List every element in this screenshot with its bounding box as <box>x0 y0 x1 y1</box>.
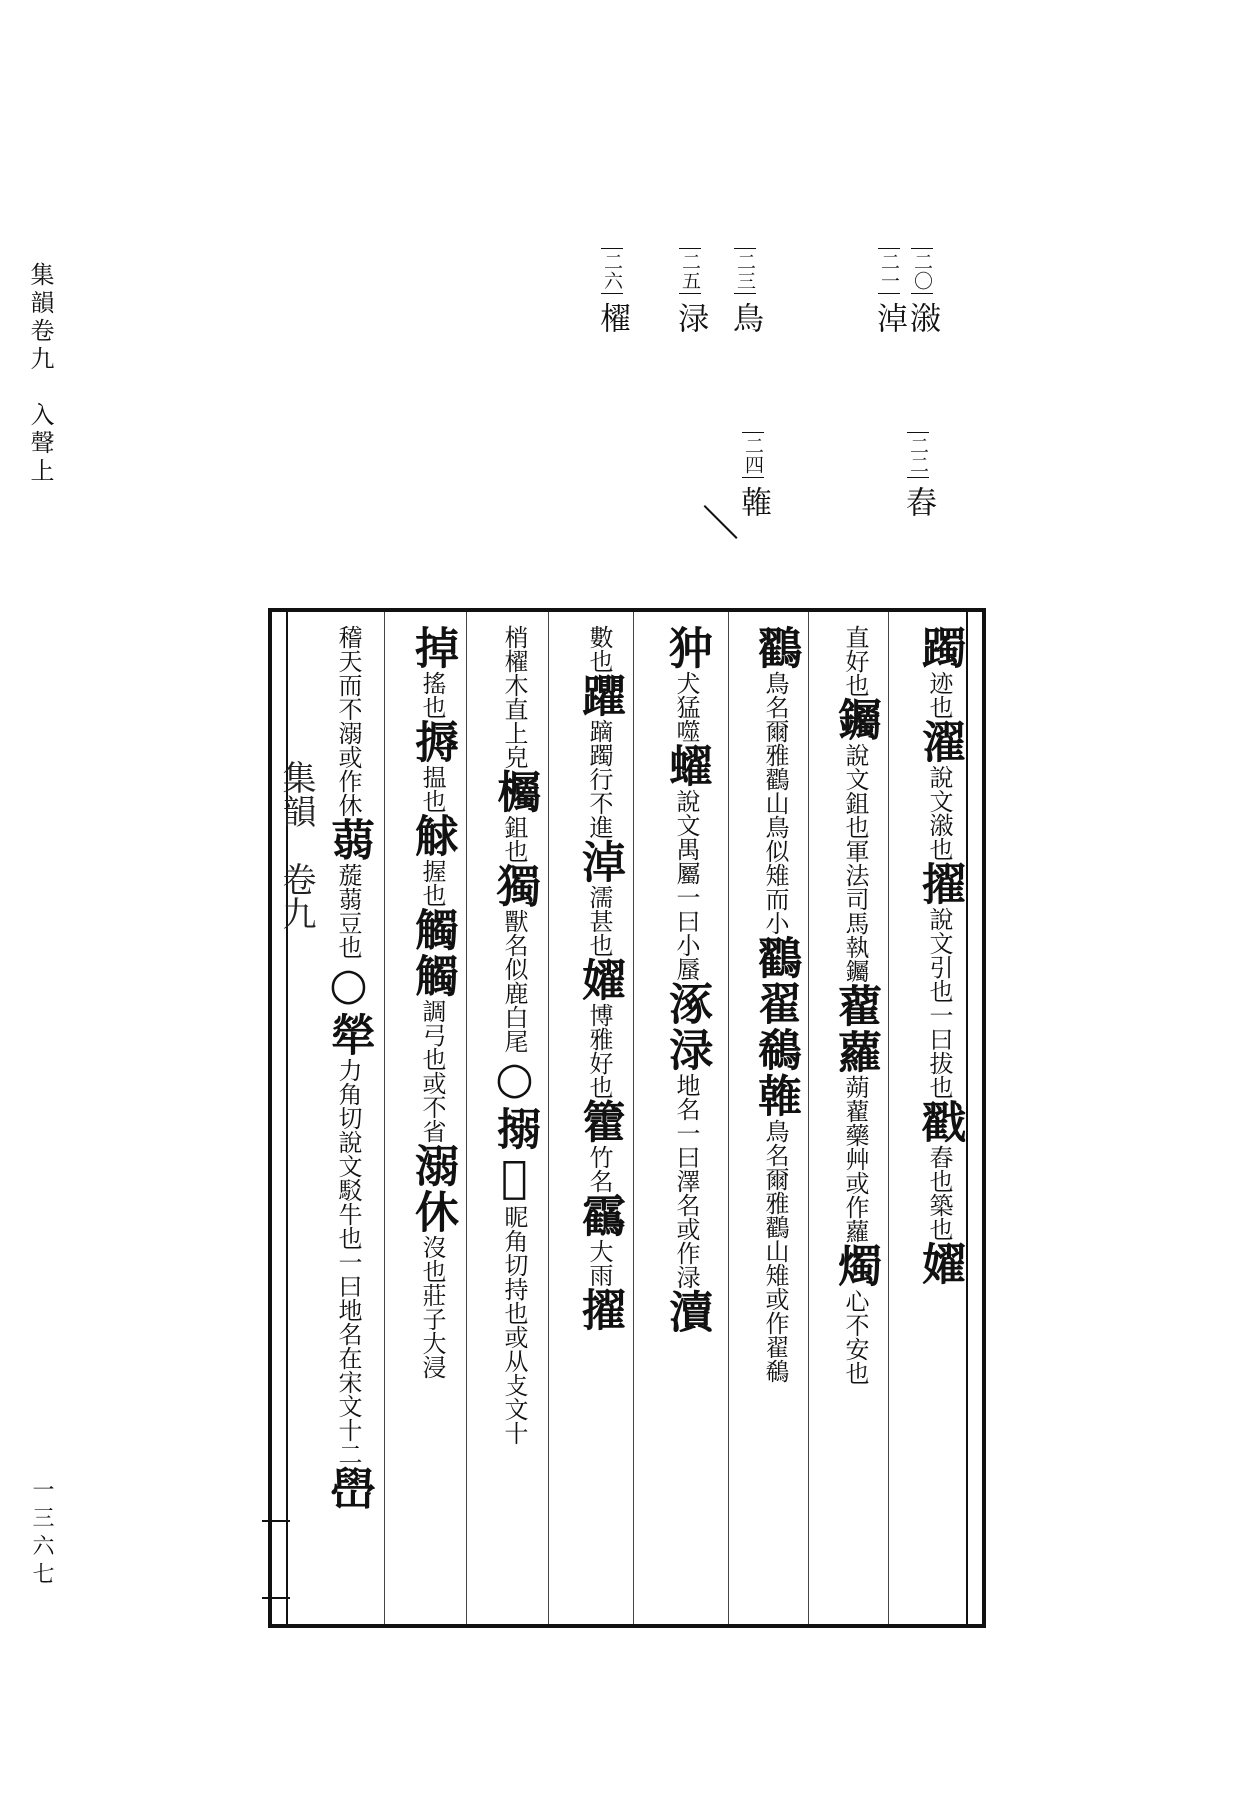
text-column-8 <box>300 625 382 1610</box>
note-char: 渌 <box>672 302 708 333</box>
note-26 <box>590 248 635 333</box>
gloss: 說文鉏也軍法司馬執钃 <box>841 743 869 983</box>
margin-title: 集韻 卷九 <box>276 760 316 930</box>
headword: 涿渌 <box>661 981 712 1073</box>
gloss: 蒴藋藥艸或作蘿 <box>841 1075 869 1243</box>
headword: ○犖 <box>323 959 374 1058</box>
headword: 鸐 <box>750 625 801 671</box>
gloss: 力角切說文駁牛也一曰地名在宋文十二 <box>334 1058 362 1466</box>
note-char: 鳥 <box>727 302 763 333</box>
margin-tick <box>262 1597 290 1599</box>
note-char: 舂 <box>900 486 936 517</box>
note-number: 二二 <box>907 432 929 478</box>
gloss: 犬猛噬 <box>672 671 700 743</box>
headword: 淖 <box>574 839 625 885</box>
headword: 蠗 <box>661 743 712 789</box>
margin-tick <box>262 1520 290 1522</box>
headword: 欘 <box>489 769 540 815</box>
headword: 嬥 <box>574 957 625 1003</box>
gloss: 鉏也 <box>500 815 528 863</box>
note-23 <box>723 248 768 333</box>
gloss: 揾也 <box>418 765 446 813</box>
headword: 擢 <box>914 861 965 907</box>
headword: 钃 <box>830 697 881 743</box>
headword: 鸐翟鵗雗 <box>750 935 801 1119</box>
gloss: 鳥名爾雅鸐山鳥似雉而小 <box>761 671 789 935</box>
gloss: 直好也 <box>841 625 869 697</box>
headword: 觩 <box>407 813 458 859</box>
headword: 掉 <box>407 625 458 671</box>
text-column-7 <box>390 625 466 1610</box>
column-rule <box>548 612 549 1624</box>
column-rule <box>728 612 729 1624</box>
gloss: 數也 <box>585 625 613 673</box>
gloss: 沒也莊子大浸 <box>418 1235 446 1379</box>
running-title: 集韻卷九 入聲上 <box>26 262 54 486</box>
headword: 靍 <box>574 1193 625 1239</box>
gloss: 迹也 <box>925 671 953 719</box>
headword: 濯 <box>914 719 965 765</box>
headword: 獨 <box>489 863 540 909</box>
gloss: 地名一曰澤名或作渌 <box>672 1073 700 1289</box>
gloss: 說文潊也 <box>925 765 953 861</box>
note-char: 雗 <box>735 486 771 517</box>
text-column-6 <box>472 625 548 1610</box>
headword: 觸觸 <box>407 907 458 999</box>
headword: 藋蘿 <box>830 983 881 1075</box>
column-rule <box>633 612 634 1624</box>
gloss: 說文引也一曰拔也 <box>925 907 953 1099</box>
gloss: 心不安也 <box>841 1289 869 1385</box>
gloss: 稽天而不溺或作休 <box>334 625 362 817</box>
headword: 燭 <box>830 1243 881 1289</box>
column-rule <box>466 612 467 1624</box>
headword: 躅 <box>914 625 965 671</box>
gloss: 竹名 <box>585 1145 613 1193</box>
note-number: 二六 <box>601 248 623 294</box>
note-number: 二〇 <box>911 248 933 294</box>
headword: 狆 <box>661 625 712 671</box>
headword: ○搦𥓈 <box>489 1053 540 1205</box>
note-char: 潊 <box>904 302 940 333</box>
note-char: 櫂 <box>594 302 630 333</box>
headword: 搙 <box>407 719 458 765</box>
headword: 籗 <box>574 1099 625 1145</box>
page-number: 一三六七 <box>29 1478 54 1590</box>
headword: 溺休 <box>407 1143 458 1235</box>
gloss: 蔙蒻豆也 <box>334 863 362 959</box>
note-22 <box>896 432 941 517</box>
note-number: 二四 <box>742 432 764 478</box>
gloss: 鳥名爾雅鸐山雉或作翟鵗 <box>761 1119 789 1383</box>
note-number: 二三 <box>734 248 756 294</box>
column-rule <box>384 612 385 1624</box>
headword: 蒻 <box>323 817 374 863</box>
headword: 擢 <box>574 1287 625 1333</box>
gloss: 獸名似鹿白尾 <box>500 909 528 1053</box>
note-21 <box>867 248 912 333</box>
note-number: 二一 <box>878 248 900 294</box>
headword: 嬥 <box>914 1241 965 1287</box>
gloss: 調弓也或不省 <box>418 999 446 1143</box>
gloss: 梢櫂木直上皃 <box>500 625 528 769</box>
headword: 戳 <box>914 1099 965 1145</box>
gloss: 說文禺屬一曰小蜃 <box>672 789 700 981</box>
note-number: 二五 <box>679 248 701 294</box>
headword: 嶨 <box>323 1466 374 1512</box>
gloss: 搖也 <box>418 671 446 719</box>
note-25 <box>668 248 713 333</box>
text-column-5 <box>555 625 633 1610</box>
text-column-4 <box>640 625 720 1610</box>
text-column-2 <box>815 625 889 1610</box>
gloss: 舂也築也 <box>925 1145 953 1241</box>
text-column-1 <box>895 625 973 1610</box>
gloss: 握也 <box>418 859 446 907</box>
gloss: 昵角切持也或从攴文十 <box>500 1205 528 1445</box>
gloss: 博雅好也 <box>585 1003 613 1099</box>
gloss: 大雨 <box>585 1239 613 1287</box>
text-column-3 <box>735 625 809 1610</box>
gloss: 濡甚也 <box>585 885 613 957</box>
note-24 <box>731 432 776 517</box>
headword: 躣 <box>574 673 625 719</box>
note-char: 淖 <box>871 302 907 333</box>
gloss: 蹢躅行不進 <box>585 719 613 839</box>
headword: 瀆 <box>661 1289 712 1335</box>
